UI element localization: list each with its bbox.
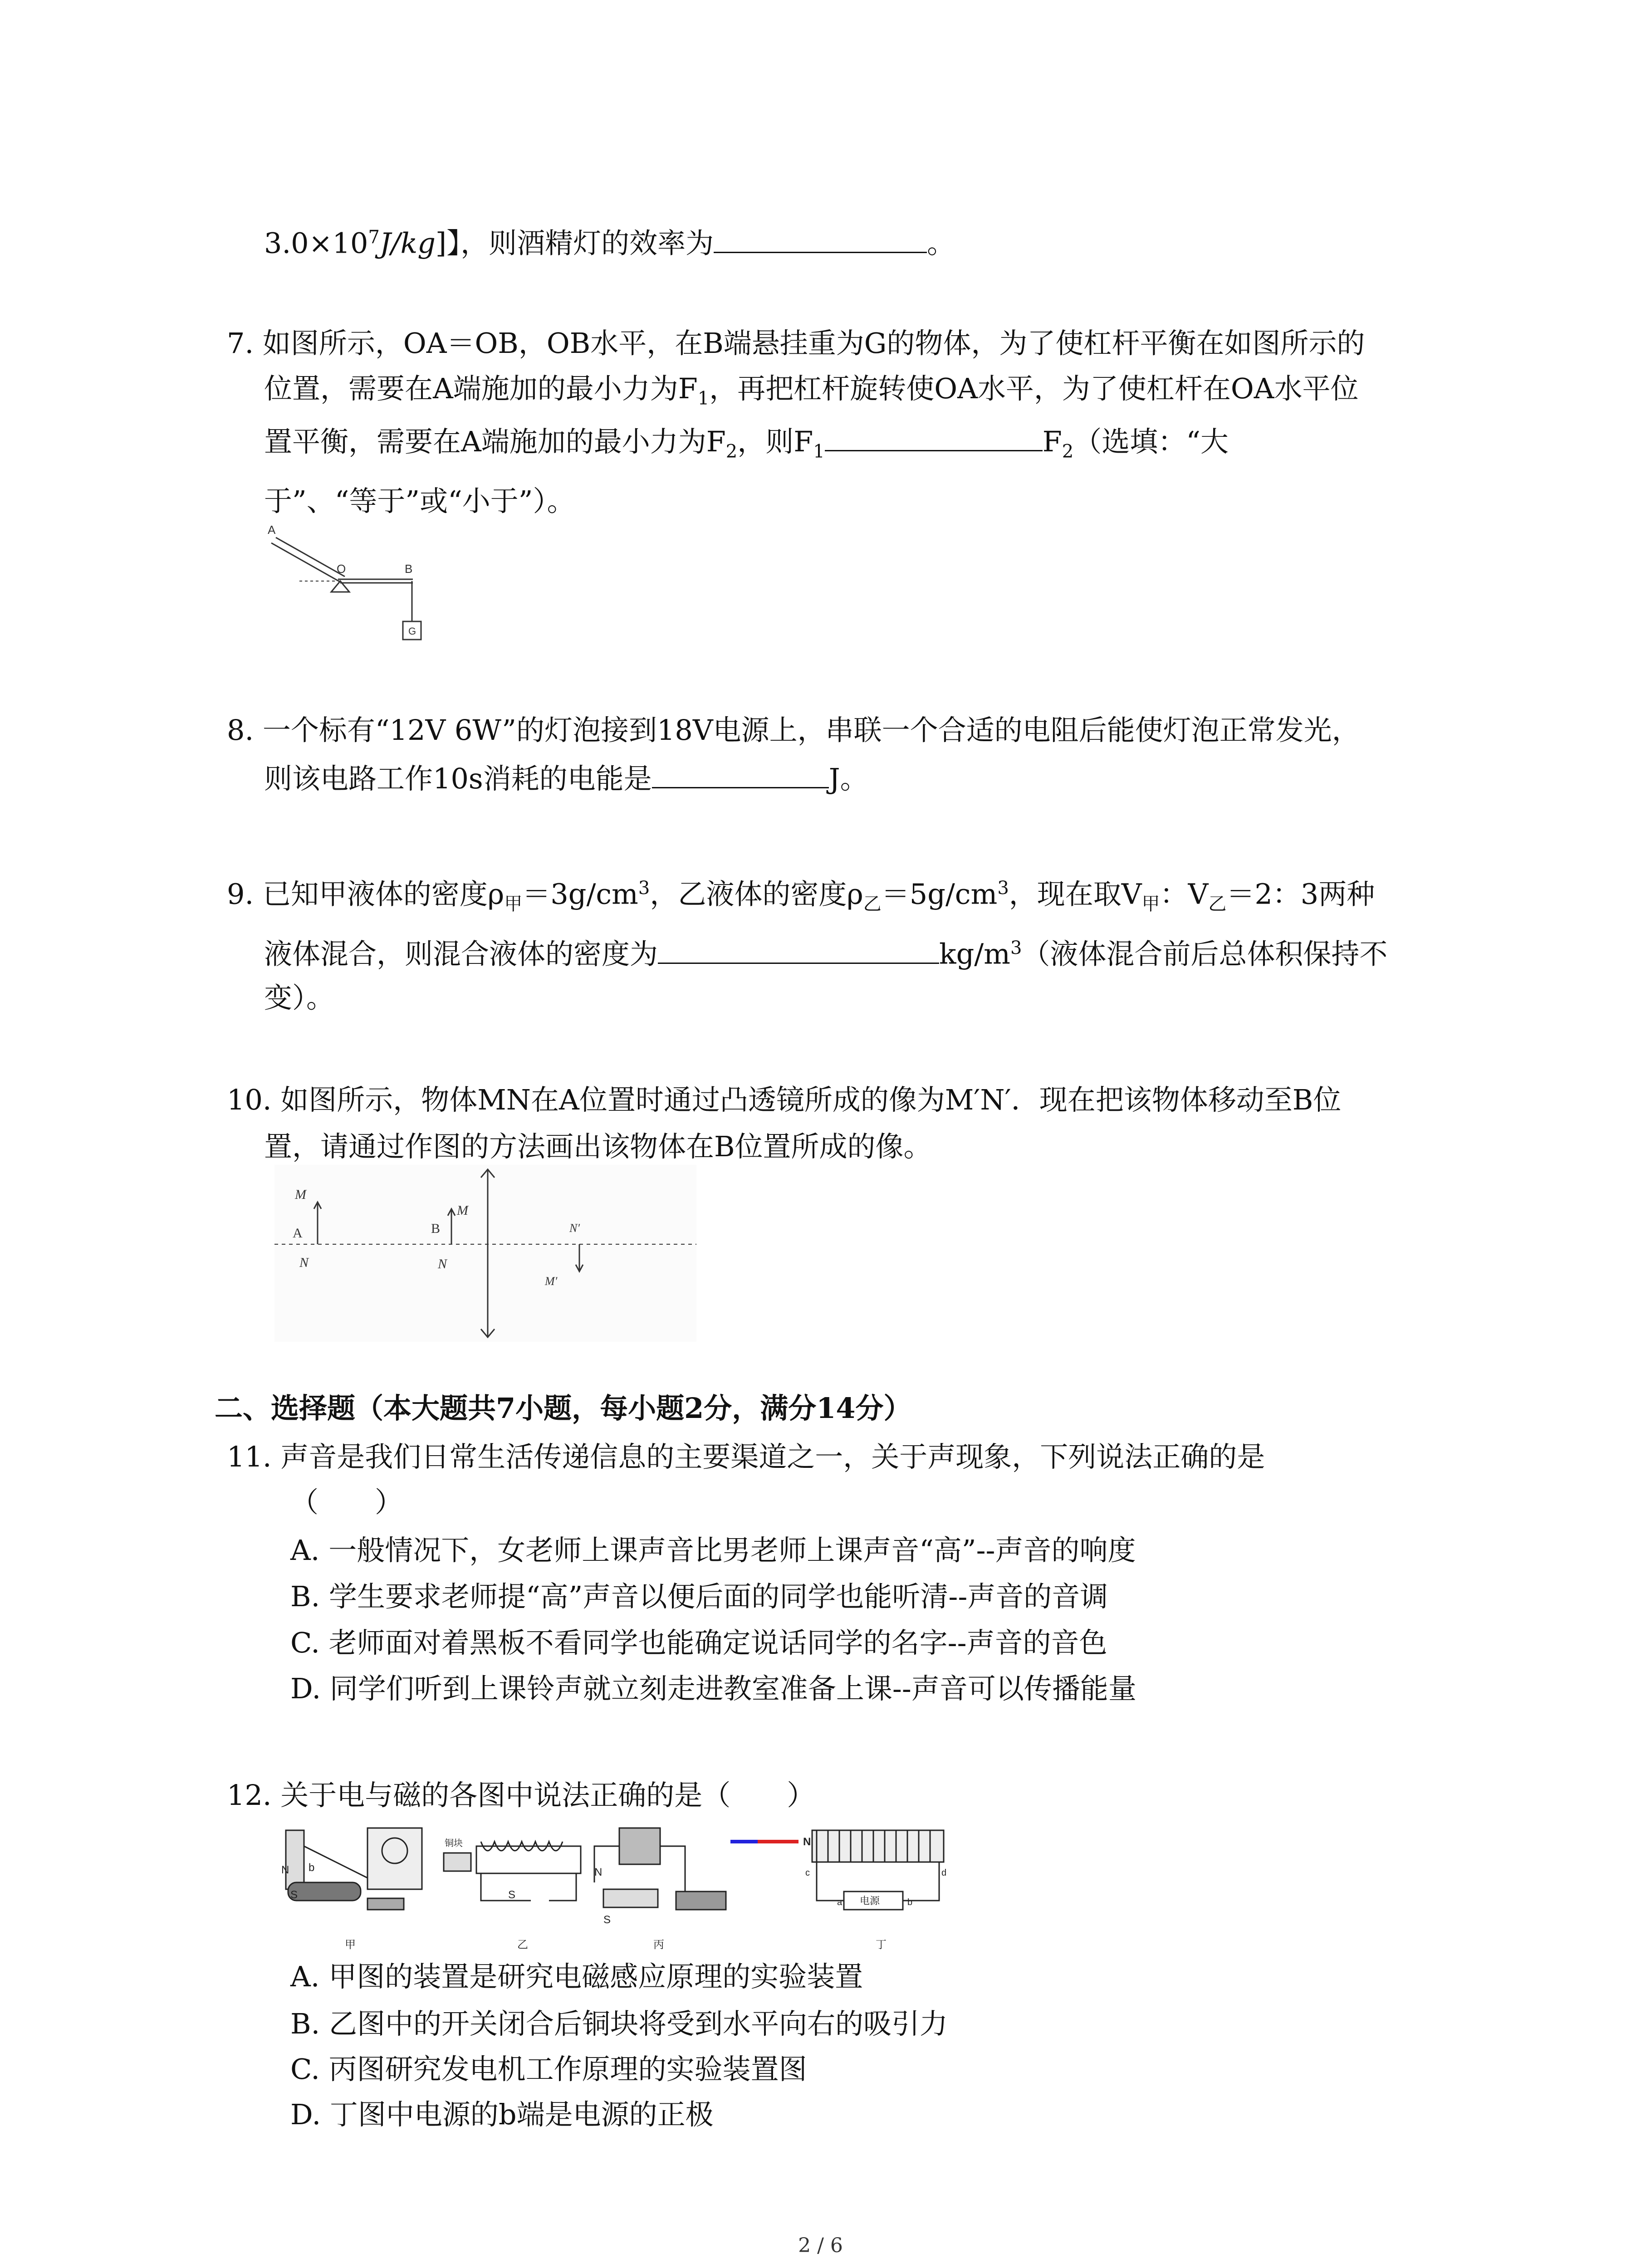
label-b: B <box>431 1221 441 1236</box>
label-n3: N <box>594 1866 603 1878</box>
q9-text: （液体混合前后总体积保持不 <box>1022 937 1388 971</box>
label-a4: a <box>837 1897 843 1907</box>
q7-line-1: 7. 如图所示，OA＝OB，OB水平，在B端悬挂重为G的物体，为了使杠杆平衡在如图所示的 <box>227 327 1365 360</box>
magnet-bing <box>603 1889 658 1907</box>
q12-option-a[interactable]: A. 甲图的装置是研究电磁感应原理的实验装置 <box>290 1960 863 1993</box>
section-2-title: 二、选择题（本大题共7小题，每小题2分，满分14分） <box>215 1392 912 1425</box>
lever-arm-oa <box>271 543 340 582</box>
q9-line-3: 变）。 <box>264 981 335 1014</box>
q7-line-3 <box>264 423 1229 469</box>
battery-bing <box>619 1828 660 1864</box>
q9-sub: 乙 <box>1208 894 1227 915</box>
q6-answer-blank[interactable] <box>714 225 927 253</box>
q7-line-2 <box>264 371 1358 416</box>
switch-jia <box>367 1898 404 1910</box>
q7-text: 位置，需要在A端施加的最小力为F <box>264 372 698 405</box>
label-n4: N <box>803 1836 811 1848</box>
label-b4: b <box>907 1897 913 1907</box>
q9-text: ＝3g/cm <box>522 877 638 911</box>
q11-option-c[interactable]: C. 老师面对着黑板不看同学也能确定说话同学的名字--声音的音色 <box>290 1626 1107 1659</box>
solenoid-ding <box>812 1830 944 1862</box>
label-n3: N′ <box>569 1222 580 1235</box>
q8-unit: J。 <box>828 762 868 795</box>
wire-yi-2 <box>549 1873 576 1901</box>
label-b: B <box>405 562 413 576</box>
label-a: A <box>293 1226 303 1241</box>
q9-unit: kg/m <box>939 937 1010 971</box>
label-n1: N <box>281 1864 289 1876</box>
q8-text: 则该电路工作10s消耗的电能是 <box>264 762 652 795</box>
lever-arm-oa-2 <box>276 538 345 577</box>
q11-option-a[interactable]: A. 一般情况下，女老师上课声音比男老师上课声音“高”--声音的响度 <box>290 1534 1136 1567</box>
q10-line-2: 置，请通过作图的方法画出该物体在B位置所成的像。 <box>264 1130 932 1163</box>
fig-jia <box>286 1828 422 1910</box>
q8-answer-blank[interactable] <box>652 760 829 788</box>
label-b1: b <box>309 1862 315 1874</box>
electromagnet-figure <box>277 1819 957 1955</box>
q7-text-2: ，则F <box>737 425 813 458</box>
q6-end: 。 <box>927 226 955 260</box>
label-d4: d <box>941 1868 947 1878</box>
q9-text: ：V <box>1160 877 1209 911</box>
q11-line-1: 11. 声音是我们日常生活传递信息的主要渠道之一，关于声现象，下列说法正确的是 <box>227 1440 1265 1473</box>
q9-text: ＝2：3两种 <box>1226 877 1375 911</box>
q6-text: 3.0×10 <box>264 226 368 260</box>
lens-figure <box>274 1165 696 1342</box>
q6-text-2: ]】，则酒精灯的效率为 <box>435 226 714 260</box>
label-s1: S <box>290 1889 298 1901</box>
lens-figure-bg <box>274 1165 696 1342</box>
q7-sub: 2 <box>725 441 738 462</box>
q9-sup: 3 <box>638 878 650 899</box>
q9-text: ，乙液体的密度ρ <box>650 877 863 911</box>
label-m1: M <box>295 1187 306 1202</box>
q7-sub: 1 <box>813 441 825 462</box>
caption-bing: 丙 <box>653 1939 664 1951</box>
q10-line-1: 10. 如图所示，物体MN在A位置时通过凸透镜所成的像为M′N′．现在把该物体移动至B位 <box>227 1083 1342 1116</box>
q7-sub: 2 <box>1062 441 1074 462</box>
q9-line-2 <box>264 930 1387 973</box>
fig-bing <box>594 1828 726 1910</box>
label-s3: S <box>603 1914 611 1926</box>
wire-bing-2 <box>660 1846 685 1892</box>
label-s2: S <box>508 1889 516 1901</box>
switch-bing <box>676 1892 726 1910</box>
q6-unit: J/kg <box>379 226 436 260</box>
q7-line-4: 于”、“等于”或“小于”）。 <box>264 484 575 518</box>
q7-text-4: （选填：“大 <box>1073 425 1229 458</box>
q9-sub: 甲 <box>504 894 523 915</box>
page-number: 2 / 6 <box>798 2234 843 2257</box>
q11-option-b[interactable]: B. 学生要求老师提“高”声音以便后面的同学也能听清--声音的音调 <box>290 1580 1108 1613</box>
q11-paren: （ ） <box>290 1486 403 1519</box>
q9-line-1 <box>227 870 1375 922</box>
q9-sub: 甲 <box>1141 894 1160 915</box>
label-n1: N <box>299 1255 309 1270</box>
lever-figure <box>263 524 481 651</box>
label-o: O <box>337 562 346 576</box>
label-g: G <box>408 626 416 637</box>
q9-sup: 3 <box>1010 938 1022 958</box>
q7-text-3: F <box>1042 425 1062 458</box>
q9-answer-blank[interactable] <box>658 935 939 964</box>
q9-text: ，现在取V <box>1009 877 1142 911</box>
q8-line-2 <box>264 760 868 797</box>
magnet-jia <box>286 1830 304 1889</box>
meter-jia <box>367 1828 422 1889</box>
label-m3: M′ <box>545 1275 558 1288</box>
q6-exponent: 7 <box>368 227 380 248</box>
q9-text: 液体混合，则混合液体的密度为 <box>264 937 658 971</box>
q12-line-1: 12. 关于电与磁的各图中说法正确的是（ ） <box>227 1779 815 1812</box>
q12-option-b[interactable]: B. 乙图中的开关闭合后铜块将受到水平向右的吸引力 <box>290 2007 948 2040</box>
label-power: 电源 <box>860 1895 880 1906</box>
q9-text: ＝5g/cm <box>881 877 998 911</box>
q9-text: 9. 已知甲液体的密度ρ <box>227 877 505 911</box>
caption-jia: 甲 <box>345 1939 356 1951</box>
q12-option-c[interactable]: C. 丙图研究发电机工作原理的实验装置图 <box>290 2053 807 2086</box>
q6-tail-line <box>264 219 955 262</box>
label-a: A <box>268 524 276 537</box>
q9-sup: 3 <box>997 878 1009 899</box>
wire-ding-2 <box>903 1862 939 1901</box>
q7-sub: 1 <box>697 388 710 409</box>
q7-text-2: ，再把杠杆旋转使OA水平，为了使杠杆在OA水平位 <box>709 372 1359 405</box>
wire-ding-1 <box>817 1862 844 1901</box>
label-copper: 铜块 <box>445 1838 463 1848</box>
wire-yi-1 <box>481 1873 531 1901</box>
q12-option-d[interactable]: D. 丁图中电源的b端是电源的正极 <box>290 2098 714 2131</box>
label-m2: M <box>457 1203 468 1218</box>
base-jia <box>288 1882 361 1901</box>
q7-answer-blank[interactable] <box>825 423 1043 451</box>
q9-sub: 乙 <box>863 894 882 915</box>
q11-option-d[interactable]: D. 同学们听到上课铃声就立刻走进教室准备上课--声音可以传播能量 <box>290 1672 1136 1705</box>
caption-ding: 丁 <box>876 1939 887 1951</box>
label-n2: N <box>438 1256 447 1271</box>
q7-text: 置平衡，需要在A端施加的最小力为F <box>264 425 726 458</box>
copper-block <box>444 1853 471 1871</box>
q8-line-1: 8. 一个标有“12V 6W”的灯泡接到18V电源上，串联一个合适的电阻后能使灯泡正常发光， <box>227 714 1360 747</box>
label-c4: c <box>805 1868 810 1878</box>
caption-yi: 乙 <box>517 1939 528 1951</box>
